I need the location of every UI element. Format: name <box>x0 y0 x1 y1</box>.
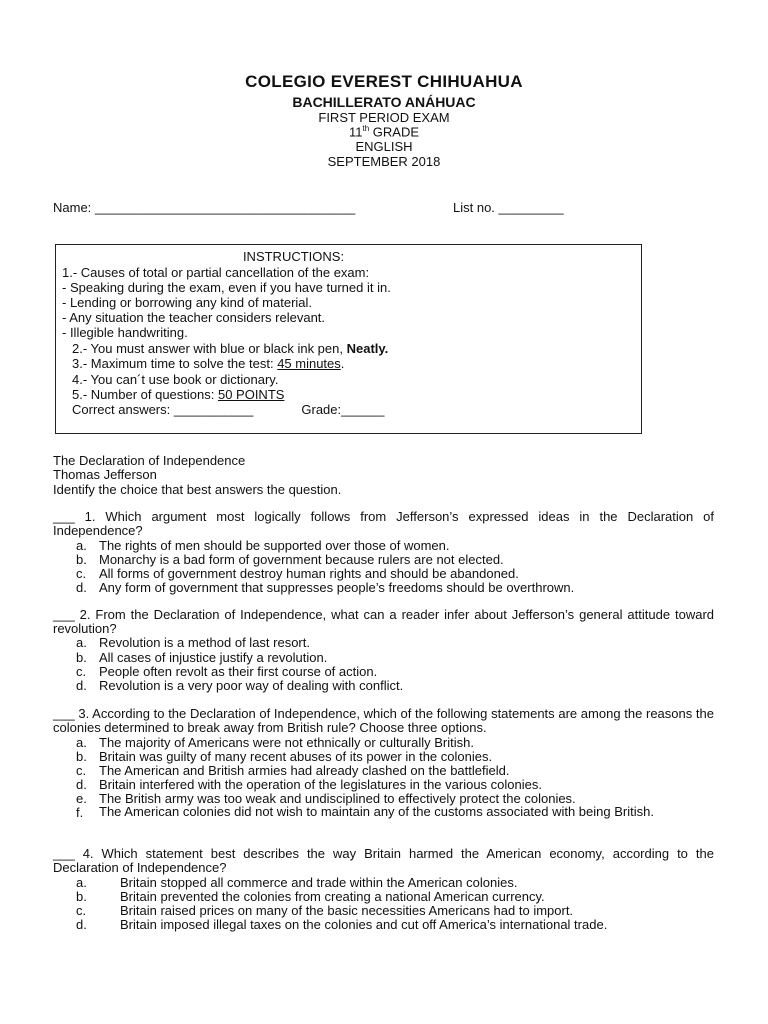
q1-option-b: b. Monarchy is a bad form of government because rulers are not elected. <box>76 552 504 567</box>
instruction-line: - Any situation the teacher considers relevant. <box>62 310 326 325</box>
q2-option-d: d. Revolution is a very poor way of dealing with conflict. <box>76 678 404 693</box>
section-title: The Declaration of Independence <box>53 453 246 468</box>
q4-option-d: d. Britain imposed illegal taxes on the colonies and cut off America’s international trade. <box>76 917 608 932</box>
instruction-line: - Lending or borrowing any kind of material. <box>62 295 313 310</box>
exam-date: SEPTEMBER 2018 <box>327 154 441 169</box>
q1-option-a: a. The rights of men should be supported over those of women. <box>76 538 450 553</box>
instruction-line: 3.- Maximum time to solve the test: 45 minutes. <box>72 356 345 371</box>
question-4: ___ 4. Which statement best describes the way Britain harmed the American economy, according to the Declaration of Independence? <box>53 846 714 875</box>
q2-option-a: a. Revolution is a method of last resort. <box>76 635 310 650</box>
q3-option-f-text: The American colonies did not wish to maintain any of the customs associated with being British. <box>99 804 654 819</box>
q3-option-a: a. The majority of Americans were not ethnically or culturally British. <box>76 735 474 750</box>
question-2: ___ 2. From the Declaration of Independence, what can a reader infer about Jefferson’s general attitude toward revolution? <box>53 607 714 636</box>
grade-level: 11th GRADE <box>348 124 419 140</box>
instruction-line: 2.- You must answer with blue or black ink pen, Neatly. <box>72 341 389 356</box>
instruction-line: 1.- Causes of total or partial cancellation of the exam: <box>62 265 370 280</box>
subject: ENGLISH <box>355 139 413 154</box>
q3-option-c: c. The American and British armies had already clashed on the battlefield. <box>76 763 510 778</box>
q1-option-c: c. All forms of government destroy human rights and should be abandoned. <box>76 566 519 581</box>
name-field[interactable]: Name: ____________________________________ <box>53 200 356 215</box>
q2-option-b: b. All cases of injustice justify a revolution. <box>76 650 328 665</box>
section-author: Thomas Jefferson <box>53 467 157 482</box>
q4-option-b: b. Britain prevented the colonies from creating a national American currency. <box>76 889 545 904</box>
score-line: Correct answers: ___________ Grade:______ <box>72 402 385 417</box>
question-3: ___ 3. According to the Declaration of Independence, which of the following statements are among the reasons the colonies determined to break away from British rule? Choose three options. <box>53 706 714 735</box>
instruction-line: - Speaking during the exam, even if you have turned it in. <box>62 280 391 295</box>
instruction-line: 5.- Number of questions: 50 POINTS <box>72 387 285 402</box>
q1-option-d: d. Any form of government that suppresses people’s freedoms should be overthrown. <box>76 580 575 595</box>
q3-option-e: e. The British army was too weak and undisciplined to effectively protect the colonies. <box>76 791 576 806</box>
question-1: ___ 1. Which argument most logically follows from Jefferson’s expressed ideas in the Declaration of Independence? <box>53 509 714 538</box>
q2-option-c: c. People often revolt as their first course of action. <box>76 664 378 679</box>
exam-title: FIRST PERIOD EXAM <box>318 110 450 125</box>
q4-option-a: a. Britain stopped all commerce and trade within the American colonies. <box>76 875 518 890</box>
campus-name: BACHILLERATO ANÁHUAC <box>292 94 476 110</box>
instruction-line: 4.- You can´t use book or dictionary. <box>72 372 279 387</box>
section-directions: Identify the choice that best answers the question. <box>53 482 342 497</box>
instruction-line: - Illegible handwriting. <box>62 325 188 340</box>
instructions-box <box>55 244 642 434</box>
q3-option-b: b. Britain was guilty of many recent abuses of its power in the colonies. <box>76 749 493 764</box>
q3-option-f: f. <box>76 805 84 820</box>
q4-option-c: c. Britain raised prices on many of the basic necessities Americans had to import. <box>76 903 574 918</box>
list-number-field[interactable]: List no. _________ <box>453 200 564 215</box>
q3-option-d: d. Britain interfered with the operation of the legislatures in the various colonies. <box>76 777 542 792</box>
school-name: COLEGIO EVEREST CHIHUAHUA <box>245 72 523 91</box>
instructions-title: INSTRUCTIONS: <box>242 249 345 264</box>
